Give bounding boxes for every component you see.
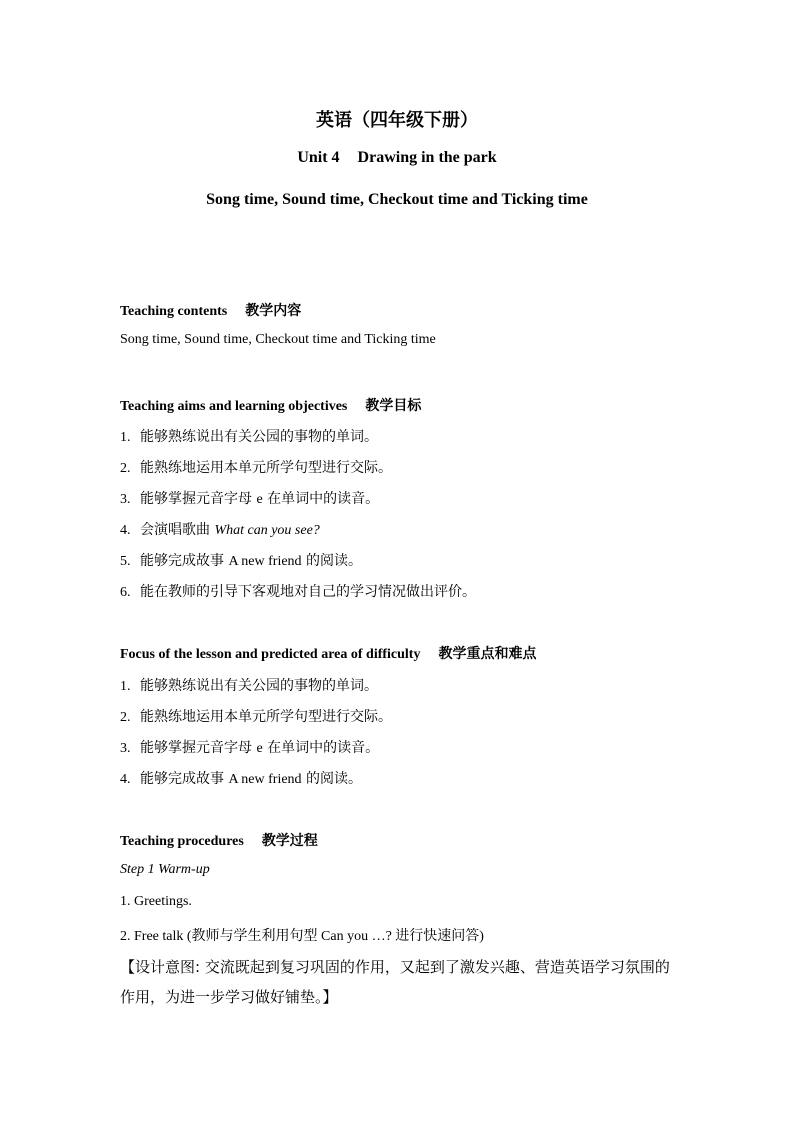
list-text: 能熟练地运用本单元所学句型进行交际。 (140, 709, 392, 725)
list-text: 进行快速问答 (395, 928, 480, 944)
list-text: 能在教师的引导下客观地对自己的学习情况做出评价。 (140, 584, 476, 600)
list-text: ) (479, 929, 484, 944)
list-text: 2. Free talk ( (120, 929, 192, 944)
unit-name: Drawing in the park (357, 149, 497, 166)
aims-heading-cn: 教学目标 (365, 398, 422, 414)
list-number: 6. (120, 585, 131, 600)
list-number: 4. (120, 772, 131, 787)
procedures-heading (120, 830, 318, 850)
focus-heading-cn: 教学重点和难点 (438, 646, 537, 662)
subject-title: 英语（四年级下册） (316, 110, 478, 131)
list-text: 能够熟练说出有关公园的事物的单词。 (140, 429, 378, 445)
list-text: 在单词中的读音。 (262, 740, 380, 756)
song-title: What can you see? (214, 523, 320, 538)
focus-item-4 (120, 768, 362, 788)
unit-label: Unit 4 (297, 149, 340, 166)
list-text: 能够熟练说出有关公园的事物的单词。 (140, 678, 378, 694)
aims-heading-en: Teaching aims and learning objectives (120, 399, 348, 414)
contents-heading (120, 300, 301, 320)
step-1-heading: Step 1 Warm-up (120, 862, 210, 877)
list-number: 2. (120, 461, 131, 476)
focus-heading-en: Focus of the lesson and predicted area of difficulty (120, 647, 421, 662)
list-text: 能够完成故事 (140, 553, 229, 569)
aims-item-4 (120, 519, 320, 539)
list-text: 能够掌握元音字母 (140, 740, 257, 756)
aims-item-2 (120, 457, 392, 477)
procedure-item-1: 1. Greetings. (120, 894, 192, 909)
list-number: 4. (120, 523, 131, 538)
list-text: 在单词中的读音。 (262, 491, 380, 507)
focus-item-2 (120, 706, 392, 726)
list-text: 教师与学生利用句型 (191, 928, 318, 944)
aims-item-3 (120, 488, 379, 508)
procedures-heading-cn: 教学过程 (261, 833, 318, 849)
list-number: 1. (120, 679, 131, 694)
contents-heading-en: Teaching contents (120, 304, 228, 319)
list-text: 的阅读。 (301, 771, 362, 787)
sentence-pattern: Can you …? (317, 929, 396, 944)
list-text: 会演唱歌曲 (140, 522, 215, 538)
focus-item-1 (120, 675, 378, 695)
list-number: 2. (120, 710, 131, 725)
aims-item-5 (120, 550, 362, 570)
aims-item-1 (120, 426, 378, 446)
aims-item-6 (120, 581, 476, 601)
contents-text: Song time, Sound time, Checkout time and Ticking time (120, 332, 436, 347)
story-title: A new friend (228, 554, 302, 569)
unit-title (0, 149, 794, 167)
focus-item-3 (120, 737, 379, 757)
list-text: 能够掌握元音字母 (140, 491, 257, 507)
lesson-title: Song time, Sound time, Checkout time and Ticking time (206, 191, 588, 208)
procedure-item-2 (120, 925, 484, 945)
procedures-heading-en: Teaching procedures (120, 834, 244, 849)
list-text: 能够完成故事 (140, 771, 229, 787)
list-number: 3. (120, 741, 131, 756)
aims-heading (120, 395, 421, 415)
focus-heading (120, 643, 536, 663)
design-intent-note: 【设计意图: 交流既起到复习巩固的作用，又起到了激发兴趣、营造英语学习氛围的作用，为进一步学习做好铺垫。】 (120, 958, 670, 1006)
contents-heading-cn: 教学内容 (245, 303, 302, 319)
list-number: 1. (120, 430, 131, 445)
list-text: 的阅读。 (301, 553, 362, 569)
list-number: 3. (120, 492, 131, 507)
list-number: 5. (120, 554, 131, 569)
story-title: A new friend (228, 772, 302, 787)
vowel-letter: e (256, 492, 263, 507)
vowel-letter: e (256, 741, 263, 756)
list-text: 能熟练地运用本单元所学句型进行交际。 (140, 460, 392, 476)
